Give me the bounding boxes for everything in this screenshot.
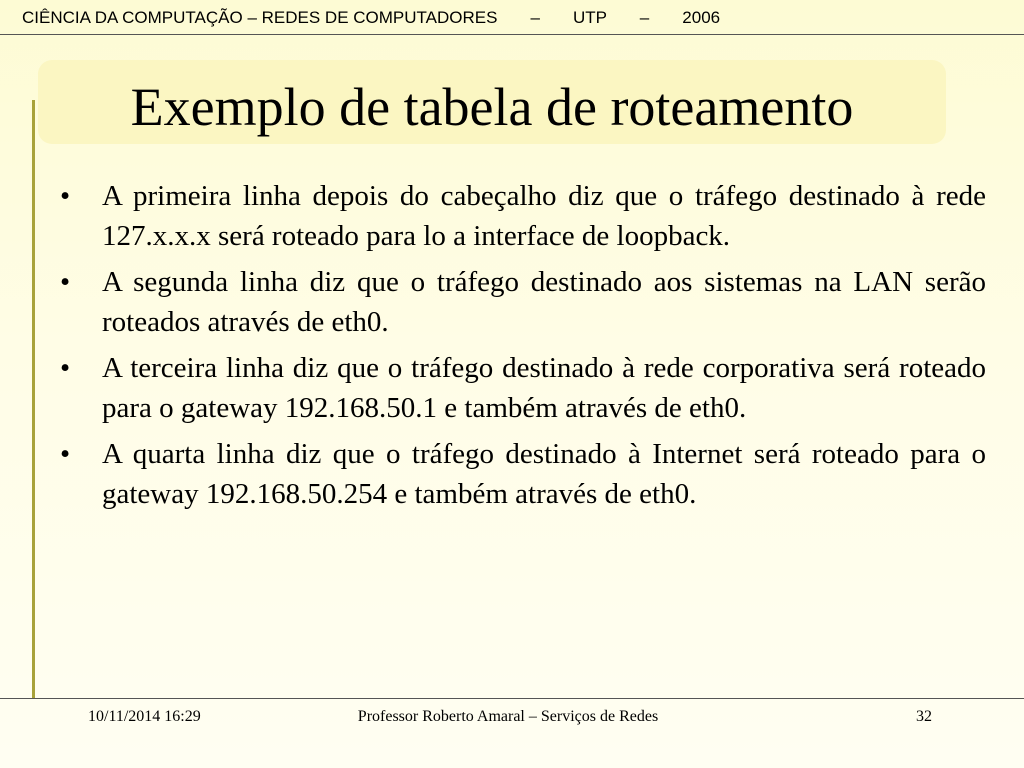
bullet-item-3: [60, 348, 986, 428]
bullet-text: A quarta linha diz que o tráfego destinado à Internet será roteado para o gateway 192.168.50.254 e também através de eth0.: [102, 438, 986, 510]
title-box: [38, 60, 946, 144]
bullet-item-4: [60, 434, 986, 514]
slide-header: [0, 0, 1024, 34]
footer-divider: [0, 698, 1024, 699]
bullet-icon: •: [60, 352, 71, 384]
bullet-icon: •: [60, 180, 71, 212]
header-divider: [0, 34, 1024, 35]
footer-page-number: 32: [916, 708, 932, 725]
footer-presenter: Professor Roberto Amaral – Serviços de Redes: [357, 708, 659, 725]
bullet-icon: •: [60, 438, 71, 470]
bullet-text: A segunda linha diz que o tráfego destinado aos sistemas na LAN serão roteados através de eth0.: [102, 266, 986, 338]
bullet-item-2: [60, 262, 986, 342]
bullet-icon: •: [60, 266, 71, 298]
bullet-text: A terceira linha diz que o tráfego destinado à rede corporativa será roteado para o gateway 192.168.50.1 e também através de eth0.: [102, 352, 986, 424]
header-text: CIÊNCIA DA COMPUTAÇÃO – REDES DE COMPUTADORES – UTP – 2006: [22, 8, 721, 27]
bullet-list: [60, 176, 986, 520]
side-accent-line: [32, 100, 35, 698]
bullet-text: A primeira linha depois do cabeçalho diz que o tráfego destinado à rede 127.x.x.x será roteado para lo a interface de loopback.: [102, 180, 986, 252]
slide-title: Exemplo de tabela de roteamento: [130, 77, 854, 137]
footer-datetime: 10/11/2014 16:29: [88, 708, 201, 725]
bullet-item-1: [60, 176, 986, 256]
